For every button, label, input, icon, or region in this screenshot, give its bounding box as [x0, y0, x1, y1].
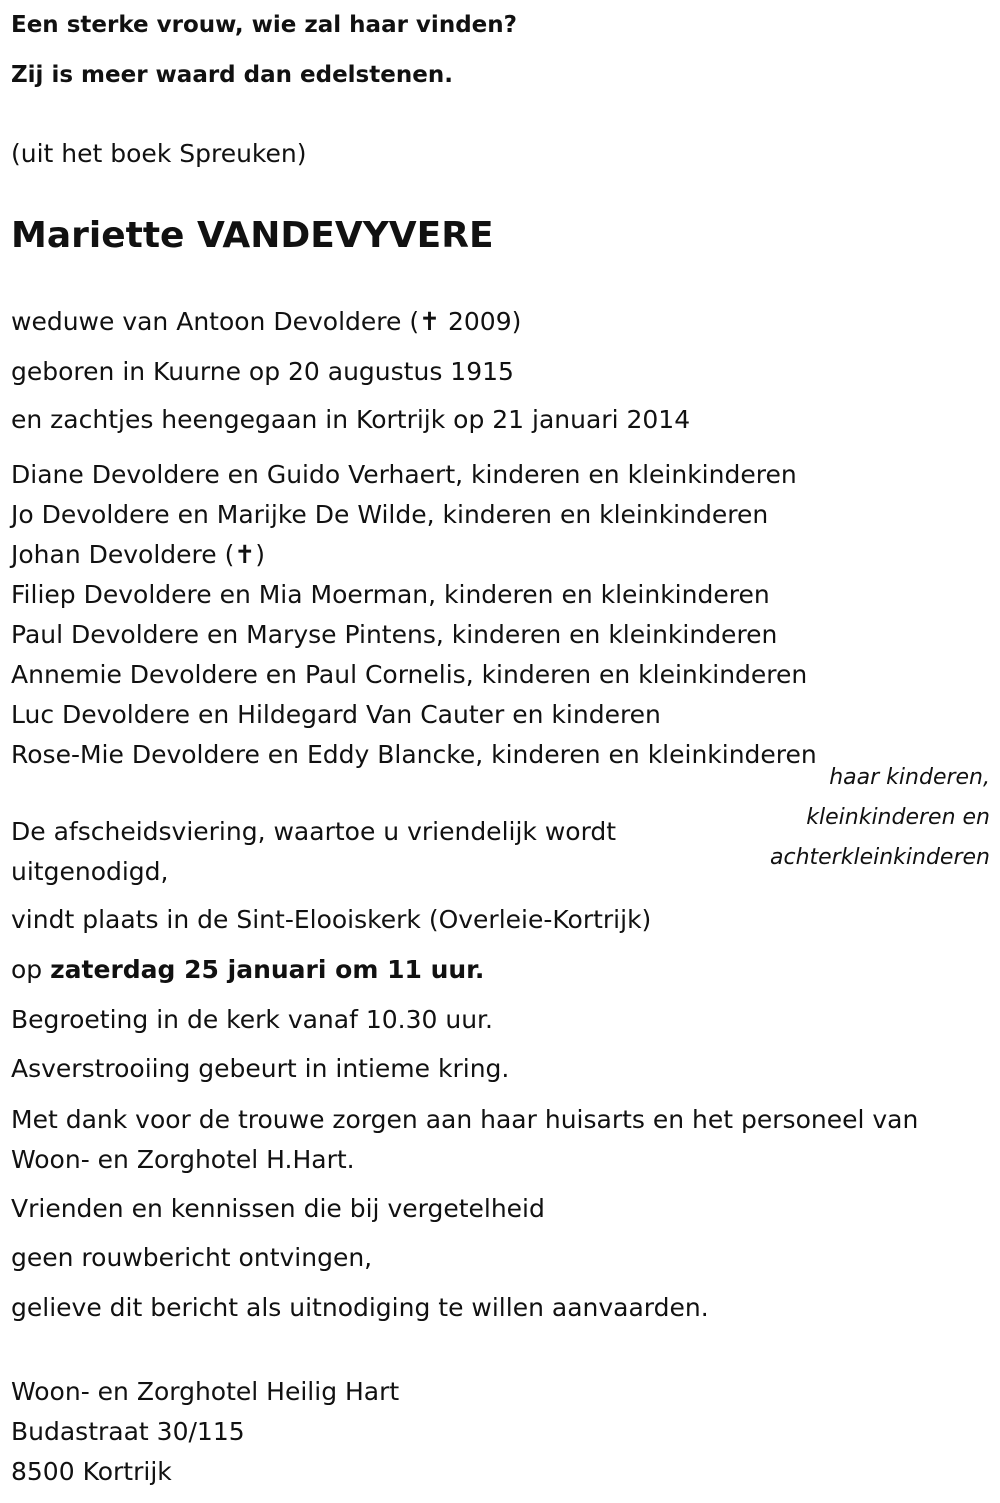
ceremony-invite	[11, 812, 616, 892]
date-prefix: op	[11, 955, 51, 984]
date-bold: zaterdag 25 januari om 11 uur.	[50, 955, 485, 984]
ceremony-place: vindt plaats in de Sint-Elooiskerk (Overleie-Kortrijk)	[11, 905, 652, 934]
address-line: 8500 Kortrijk	[11, 1457, 172, 1486]
widow-of-line: weduwe van Antoon Devoldere (✝ 2009)	[11, 307, 522, 336]
deceased-name: Mariette VANDEVYVERE	[11, 215, 494, 256]
invite-line-2: uitgenodigd,	[11, 857, 169, 886]
family-member: Diane Devoldere en Guido Verhaert, kinderen en kleinkinderen	[11, 460, 797, 489]
family-member: Jo Devoldere en Marijke De Wilde, kinderen en kleinkinderen	[11, 500, 769, 529]
family-member: Annemie Devoldere en Paul Cornelis, kinderen en kleinkinderen	[11, 660, 808, 689]
family-member: Johan Devoldere (✝)	[11, 540, 266, 569]
family-member: Filiep Devoldere en Mia Moerman, kinderen en kleinkinderen	[11, 580, 770, 609]
thanks-paragraph	[11, 1100, 918, 1180]
family-list	[11, 455, 817, 775]
thanks-line-2: Woon- en Zorghotel H.Hart.	[11, 1145, 355, 1174]
ashes-line: Asverstrooiing gebeurt in intieme kring.	[11, 1054, 510, 1083]
friends-line-2: geen rouwbericht ontvingen,	[11, 1243, 373, 1272]
family-member: Paul Devoldere en Maryse Pintens, kinderen en kleinkinderen	[11, 620, 778, 649]
friends-line-1: Vrienden en kennissen die bij vergetelheid	[11, 1194, 545, 1223]
family-member: Rose-Mie Devoldere en Eddy Blancke, kinderen en kleinkinderen	[11, 740, 817, 769]
verse-source: (uit het boek Spreuken)	[11, 139, 307, 168]
address-line: Budastraat 30/115	[11, 1417, 245, 1446]
verse-line-1: Een sterke vrouw, wie zal haar vinden?	[11, 12, 517, 38]
family-signature	[690, 758, 990, 878]
signature-line: achterkleinkinderen	[770, 845, 990, 870]
address-line: Woon- en Zorghotel Heilig Hart	[11, 1377, 400, 1406]
signature-line: kleinkinderen en	[806, 805, 990, 830]
friends-line-3: gelieve dit bericht als uitnodiging te willen aanvaarden.	[11, 1293, 709, 1322]
family-member: Luc Devoldere en Hildegard Van Cauter en kinderen	[11, 700, 661, 729]
ceremony-date	[11, 955, 484, 985]
address-block	[11, 1372, 399, 1492]
passing-line: en zachtjes heengegaan in Kortrijk op 21 januari 2014	[11, 405, 691, 434]
verse-line-2: Zij is meer waard dan edelstenen.	[11, 62, 453, 88]
thanks-line-1: Met dank voor de trouwe zorgen aan haar huisarts en het personeel van	[11, 1105, 919, 1134]
invite-line-1: De afscheidsviering, waartoe u vriendelijk wordt	[11, 817, 617, 846]
birth-line: geboren in Kuurne op 20 augustus 1915	[11, 357, 514, 386]
greeting-line: Begroeting in de kerk vanaf 10.30 uur.	[11, 1005, 493, 1034]
signature-line: haar kinderen,	[829, 765, 990, 790]
